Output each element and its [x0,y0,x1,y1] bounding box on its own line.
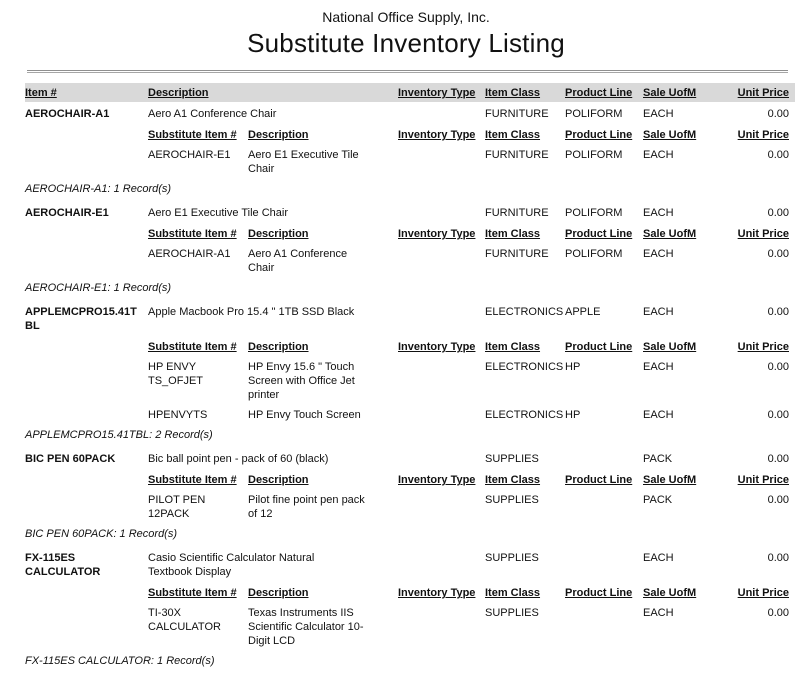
substitute-sale-uofm: PACK [643,494,673,506]
main-column-header-row [25,83,795,102]
substitute-unit-price: 0.00 [767,361,789,373]
substitute-item-class: FURNITURE [485,149,549,161]
column-header-item-class: Item Class [485,587,541,599]
item-class: FURNITURE [485,207,549,219]
substitute-sale-uofm: EACH [643,409,674,421]
substitute-sale-uofm: EACH [643,607,674,619]
column-header-substitute-item-number: Substitute Item # [148,474,237,486]
item-class: SUPPLIES [485,453,539,465]
item-class: SUPPLIES [485,552,539,564]
column-header-description: Description [248,341,309,353]
column-header-product-line: Product Line [565,87,633,99]
item-description: Aero E1 Executive Tile Chair [148,207,289,219]
item-product-line: APPLE [565,306,601,318]
item-row [25,206,795,220]
column-header-description: Description [248,474,309,486]
item-row [25,305,795,333]
item-product-line: POLIFORM [565,108,623,120]
item-group [25,107,795,195]
substitute-unit-price: 0.00 [767,149,789,161]
item-sale-uofm: EACH [643,108,674,120]
column-header-product-line: Product Line [565,129,633,141]
substitute-unit-price: 0.00 [767,607,789,619]
item-group [25,206,795,294]
substitute-unit-price: 0.00 [767,248,789,260]
column-header-sale-uofm: Sale UofM [643,228,697,240]
substitute-row [25,408,795,422]
item-product-line: POLIFORM [565,207,623,219]
column-header-substitute-item-number: Substitute Item # [148,587,237,599]
column-header-unit-price: Unit Price [737,129,789,141]
item-description: Bic ball point pen - pack of 60 (black) [148,453,329,465]
column-header-description: Description [248,129,309,141]
substitute-item-number: PILOT PEN 12PACK [148,494,206,520]
item-sale-uofm: EACH [643,207,674,219]
substitute-row [25,493,795,521]
substitute-description: HP Envy Touch Screen [248,409,361,421]
substitute-header-row [25,128,795,142]
column-header-product-line: Product Line [565,228,633,240]
report-body [25,83,795,667]
column-header-sale-uofm: Sale UofM [643,474,697,486]
column-header-inventory-type: Inventory Type [398,341,476,353]
column-header-item-class: Item Class [485,87,541,99]
column-header-substitute-item-number: Substitute Item # [148,129,237,141]
column-header-unit-price: Unit Price [737,474,789,486]
substitute-header-row [25,586,795,600]
column-header-description: Description [148,87,209,99]
item-row [25,452,795,466]
substitute-sale-uofm: EACH [643,248,674,260]
item-description: Aero A1 Conference Chair [148,108,277,120]
item-unit-price: 0.00 [767,552,789,564]
column-header-inventory-type: Inventory Type [398,87,476,99]
substitute-item-number: HPENVYTS [148,409,208,421]
item-unit-price: 0.00 [767,306,789,318]
report-title: Substitute Inventory Listing [247,28,565,58]
substitute-unit-price: 0.00 [767,494,789,506]
column-header-unit-price: Unit Price [737,341,789,353]
substitute-header-row [25,227,795,241]
item-number: FX-115ES CALCULATOR [25,552,101,578]
substitute-header-row [25,473,795,487]
substitute-row [25,148,795,176]
item-group [25,452,795,540]
substitute-item-number: TI-30X CALCULATOR [148,607,221,633]
substitute-product-line: POLIFORM [565,149,623,161]
title-divider [27,70,788,73]
substitute-item-class: SUPPLIES [485,607,539,619]
item-unit-price: 0.00 [767,207,789,219]
column-header-sale-uofm: Sale UofM [643,341,697,353]
column-header-unit-price: Unit Price [737,587,789,599]
item-number: APPLEMCPRO15.41TBL [25,306,137,332]
item-row [25,107,795,121]
item-group [25,551,795,667]
item-sale-uofm: EACH [643,552,674,564]
item-sale-uofm: PACK [643,453,673,465]
column-header-item-class: Item Class [485,129,541,141]
column-header-unit-price: Unit Price [737,228,789,240]
group-record-count: AEROCHAIR-A1: 1 Record(s) [25,183,172,195]
item-unit-price: 0.00 [767,453,789,465]
substitute-description: Aero E1 Executive Tile Chair [248,149,359,175]
item-group [25,305,795,441]
column-header-item-class: Item Class [485,474,541,486]
item-description: Casio Scientific Calculator Natural Textbook Display [148,552,315,578]
column-header-inventory-type: Inventory Type [398,228,476,240]
column-header-item-class: Item Class [485,341,541,353]
column-header-inventory-type: Inventory Type [398,129,476,141]
substitute-unit-price: 0.00 [767,409,789,421]
substitute-item-class: FURNITURE [485,248,549,260]
column-header-description: Description [248,587,309,599]
substitute-row [25,247,795,275]
substitute-sale-uofm: EACH [643,361,674,373]
column-header-item-number: Item # [25,87,57,99]
column-header-sale-uofm: Sale UofM [643,87,697,99]
substitute-item-class: SUPPLIES [485,494,539,506]
column-header-item-class: Item Class [485,228,541,240]
item-number: AEROCHAIR-E1 [25,207,109,219]
item-sale-uofm: EACH [643,306,674,318]
substitute-item-number: AEROCHAIR-E1 [148,149,231,161]
substitute-product-line: HP [565,409,581,421]
column-header-product-line: Product Line [565,341,633,353]
column-header-product-line: Product Line [565,587,633,599]
group-record-count: AEROCHAIR-E1: 1 Record(s) [25,282,172,294]
item-class: ELECTRONICS [485,306,564,318]
item-number: BIC PEN 60PACK [25,453,116,465]
substitute-description: Texas Instruments IIS Scientific Calculator 10-Digit LCD [248,607,364,647]
column-header-inventory-type: Inventory Type [398,474,476,486]
substitute-item-class: ELECTRONICS [485,361,564,373]
substitute-item-class: ELECTRONICS [485,409,564,421]
item-unit-price: 0.00 [767,108,789,120]
group-record-count: BIC PEN 60PACK: 1 Record(s) [25,528,178,540]
substitute-item-number: AEROCHAIR-A1 [148,248,231,260]
item-class: FURNITURE [485,108,549,120]
substitute-sale-uofm: EACH [643,149,674,161]
substitute-row [25,606,795,648]
item-number: AEROCHAIR-A1 [25,108,110,120]
column-header-unit-price: Unit Price [737,87,789,99]
item-description: Apple Macbook Pro 15.4 " 1TB SSD Black [148,306,355,318]
substitute-item-number: HP ENVY TS_OFJET [148,361,204,387]
substitute-product-line: HP [565,361,581,373]
substitute-row [25,360,795,402]
group-record-count: FX-115ES CALCULATOR: 1 Record(s) [25,655,215,667]
substitute-description: HP Envy 15.6 " Touch Screen with Office Jet printer [248,361,355,401]
column-header-description: Description [248,228,309,240]
column-header-inventory-type: Inventory Type [398,587,476,599]
item-row [25,551,795,579]
column-header-sale-uofm: Sale UofM [643,129,697,141]
column-header-sale-uofm: Sale UofM [643,587,697,599]
company-name: National Office Supply, Inc. [322,9,490,25]
column-header-product-line: Product Line [565,474,633,486]
column-header-substitute-item-number: Substitute Item # [148,341,237,353]
substitute-description: Aero A1 Conference Chair [248,248,348,274]
column-header-substitute-item-number: Substitute Item # [148,228,237,240]
group-record-count: APPLEMCPRO15.41TBL: 2 Record(s) [25,429,213,441]
substitute-product-line: POLIFORM [565,248,623,260]
substitute-header-row [25,340,795,354]
substitute-description: Pilot fine point pen pack of 12 [248,494,365,520]
